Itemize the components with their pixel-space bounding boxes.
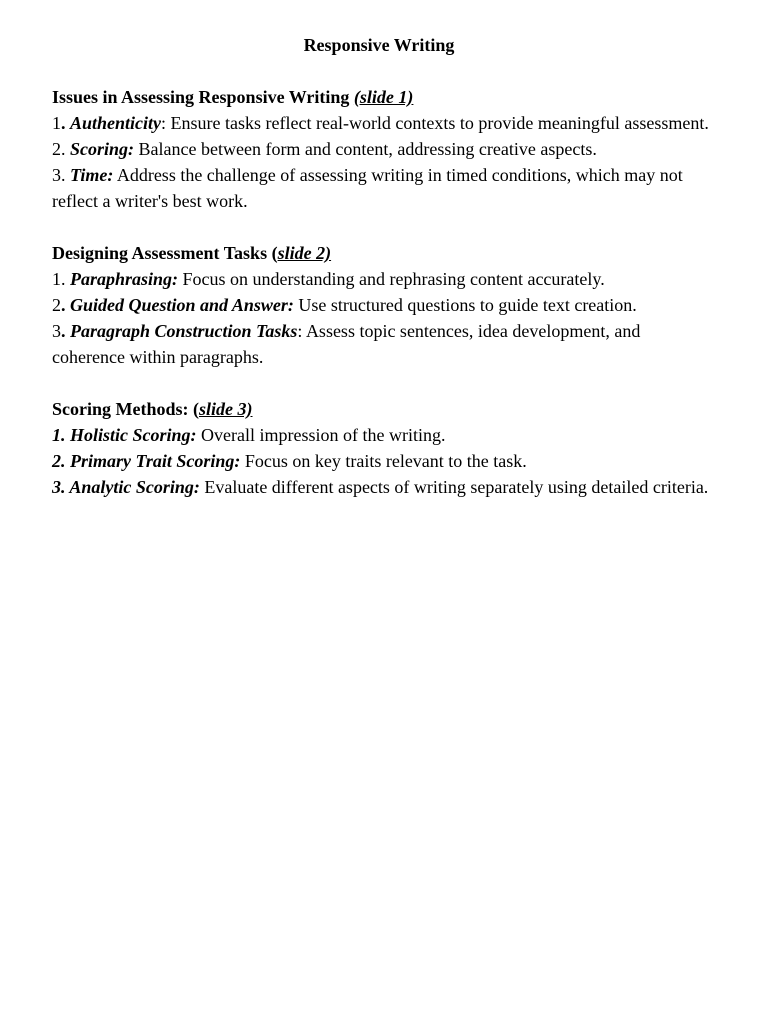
item-number-suffix: . (61, 295, 70, 315)
item-separator: : (161, 113, 171, 133)
list-item (52, 318, 717, 370)
slide-reference: (slide 1) (353, 87, 414, 107)
list-item (52, 110, 717, 136)
list-item (52, 266, 717, 292)
item-text: Evaluate different aspects of writing separately using detailed criteria. (204, 477, 709, 497)
item-term: 2. Primary Trait Scoring: (52, 451, 241, 471)
item-term: Paraphrasing: (70, 269, 179, 289)
section-heading-text: Issues in Assessing Responsive Writing (52, 87, 354, 107)
list-item (52, 422, 717, 448)
list-item (52, 474, 717, 500)
item-text: Balance between form and content, addressing creative aspects. (138, 139, 597, 159)
list-item (52, 448, 717, 474)
item-separator: : (297, 321, 306, 341)
section-heading-text: Scoring Methods: (52, 399, 193, 419)
item-term: Paragraph Construction Tasks (70, 321, 298, 341)
list-item (52, 162, 717, 214)
slide-reference: slide 3) (199, 399, 253, 419)
slide-reference: slide 2) (277, 243, 332, 263)
section-issues (52, 84, 717, 214)
item-number: 2. (52, 139, 70, 159)
item-term: 1. Holistic Scoring: (52, 425, 197, 445)
item-number: 3. (52, 165, 70, 185)
item-text: Assess topic sentences, idea development, and coherence within paragraphs. (52, 321, 641, 367)
item-number: 3 (52, 321, 61, 341)
item-number-suffix: . (61, 321, 70, 341)
item-text: Focus on key traits relevant to the task. (244, 451, 527, 471)
document-title: Responsive Writing (303, 35, 455, 55)
slide-prefix: ( (193, 399, 199, 419)
item-text: Ensure tasks reflect real-world contexts to provide meaningful assessment. (170, 113, 709, 133)
section-scoring-methods (52, 396, 717, 500)
list-item (52, 136, 717, 162)
item-number: 2 (52, 295, 61, 315)
item-term: 3. Analytic Scoring: (52, 477, 200, 497)
item-number: 1. (52, 269, 70, 289)
item-term: Authenticity (70, 113, 162, 133)
section-heading-text: Designing Assessment Tasks (52, 243, 272, 263)
item-term: Time: (70, 165, 114, 185)
document-page (52, 32, 717, 526)
item-text: Overall impression of the writing. (201, 425, 446, 445)
section-designing-tasks (52, 240, 717, 370)
item-text: Focus on understanding and rephrasing content accurately. (182, 269, 605, 289)
slide-prefix: ( (271, 243, 278, 263)
list-item (52, 292, 717, 318)
section-heading (52, 240, 717, 266)
item-number-suffix: . (61, 113, 70, 133)
item-text: Use structured questions to guide text creation. (298, 295, 637, 315)
item-text: Address the challenge of assessing writing in timed conditions, which may not reflect a writer's best work. (52, 165, 683, 211)
item-term: Guided Question and Answer: (70, 295, 294, 315)
section-heading (52, 396, 717, 422)
item-number: 1 (52, 113, 61, 133)
section-heading (52, 84, 717, 110)
item-term: Scoring: (70, 139, 135, 159)
